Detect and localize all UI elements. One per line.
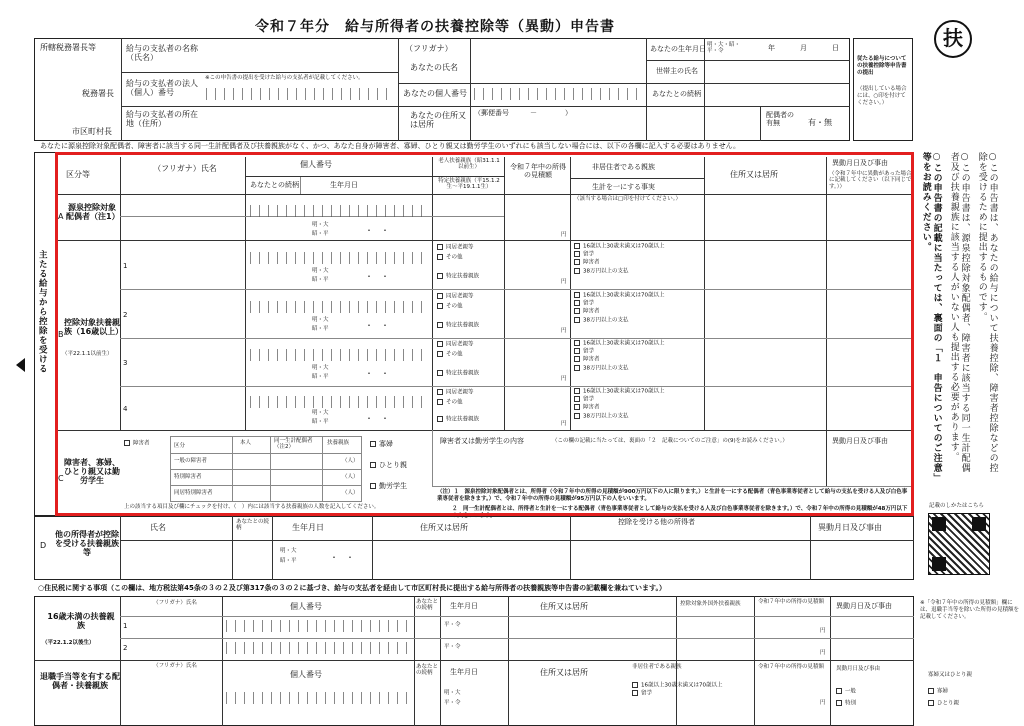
under16-row1-mynumber[interactable]: [226, 620, 410, 632]
payer-address-label: 給与の支払者の所在地（住所）: [126, 110, 198, 129]
qr-label: 記載のしかたはこちら: [929, 503, 985, 509]
c-student[interactable]: 勤労学生: [370, 482, 407, 490]
city-mayor-label: 市区町村長: [72, 127, 112, 136]
retire-nonres-options[interactable]: 16歳以上30歳未満又は70歳以上 留学: [632, 682, 723, 698]
main-left-label: 主たる給与から控除を受ける: [37, 250, 48, 374]
right-note-1: ○この申告書は、あなたの給与について扶養控除、障害者控除などの控除を受けるために提出するものです。: [976, 152, 998, 473]
section-d: [34, 516, 914, 580]
relation-label: あなたとの続柄: [652, 90, 701, 98]
c-general: 一般の障害者: [174, 458, 208, 464]
under16-mynumber: 個人番号: [290, 602, 322, 611]
row-b4-special[interactable]: 特定扶養親族: [437, 416, 479, 423]
row-c-letter: C: [58, 474, 64, 483]
row-b4-number: 4: [123, 405, 128, 413]
under16-birth: 生年月日: [450, 602, 478, 610]
head-of-household-label: 世帯主の氏名: [656, 67, 698, 75]
under16-row1-num: 1: [123, 622, 128, 630]
under16-furigana: （フリガナ）氏名: [153, 600, 197, 606]
your-mynumber-label: あなたの個人番号: [403, 89, 467, 98]
c-change: 異動月日及び事由: [832, 437, 888, 445]
retire-widow[interactable]: 寡婦: [928, 688, 948, 695]
under16-label: 16歳未満の扶養親族: [47, 612, 115, 631]
retire-single[interactable]: ひとり親: [928, 700, 959, 707]
row-b2-nonres[interactable]: 16歳以上30歳未満又は70歳以上 留学 障害者 38万円以上の支払: [574, 292, 665, 325]
row-b2-number: 2: [123, 311, 128, 319]
c-spouse: 同一生計配偶者（注2）: [274, 438, 313, 451]
side-note-title: 従たる給与についての扶養控除等申告書の提出: [857, 56, 907, 77]
retire-income: 令和７年中の所得の見積額: [758, 664, 825, 670]
col-change: 異動月日及び事由: [832, 159, 888, 167]
section-d-birth: 生年月日: [292, 523, 324, 532]
c-kubun: 区分: [174, 443, 186, 449]
retire-nonres: 非居住者である親族: [632, 664, 682, 670]
row-b4-elderly2[interactable]: その他: [437, 399, 463, 406]
your-name-label: あなたの氏名: [410, 63, 458, 72]
tax-office-label: 所轄税務署長等: [40, 43, 96, 52]
right-note-2: ○この申告書は、源泉控除対象配偶者、障害者に該当する同一生計配偶者及び扶養親族に該当する人がいない人も提出する必要があります。: [948, 152, 970, 473]
row-b3-era1: 明・大: [312, 365, 329, 371]
row-b1-elderly2[interactable]: その他: [437, 254, 463, 261]
c-content-note: （この欄の記載に当たっては、裏面の「２ 記載についてのご注意」の(9)をお読みください。）: [552, 438, 788, 444]
c-special: 特別障害者: [174, 474, 202, 480]
note-1: （注）１ 源泉控除対象配偶者とは、所得者（令和７年中の所得の見積額が900万円以下の人に限ります。）と生計を一にする配偶者（青色事業専従者として給与の支払を受ける人及び白色事業専従者を除きます。）で、令和７年中の所得の見積額が95万円以下の人をいいます。: [437, 489, 908, 503]
payer-name-field[interactable]: [205, 40, 395, 70]
col-nonres: 非居住者である親族: [592, 163, 655, 171]
section-d-change: 異動月日及び事由: [818, 523, 882, 532]
tax-office-chief-label: 税務署長: [82, 89, 114, 98]
c-person-3[interactable]: （人）: [342, 490, 359, 496]
under16-income: 令和７年中の所得の見積額: [758, 599, 825, 605]
row-b1-special[interactable]: 特定扶養親族: [437, 273, 479, 280]
section-d-letter: D: [40, 541, 47, 550]
birth-year: 年: [768, 44, 775, 52]
section-d-other: 控除を受ける他の所得者: [618, 518, 695, 526]
under16-address: 住所又は居所: [540, 602, 588, 611]
col-special: 特定扶養親族（平15.1.2生～平19.1.1生）: [438, 178, 500, 191]
retire-mynumber-field[interactable]: [226, 692, 410, 704]
c-single[interactable]: ひとり親: [370, 461, 407, 469]
birth-month: 月: [800, 44, 807, 52]
form-title: 令和７年分 給与所得者の扶養控除等（異動）申告書: [255, 19, 615, 35]
section-d-address: 住所又は居所: [420, 523, 468, 532]
row-b4-era2: 昭・平: [312, 419, 329, 425]
row-b3-elderly1[interactable]: 同居老親等: [437, 341, 474, 348]
retire-special[interactable]: 特別: [836, 700, 856, 707]
retire-furigana: （フリガナ）氏名: [153, 663, 197, 669]
under16-exempt: 控除対象外国外扶養親族: [680, 601, 741, 607]
row-a-era2: 昭・平: [312, 231, 329, 237]
row-a-letter: A: [58, 212, 64, 221]
under16-row2-num: 2: [123, 644, 128, 652]
c-widow[interactable]: 寡婦: [370, 440, 393, 448]
payer-number-note: ※この申告書の提出を受けた給与の支払者が記載してください。: [205, 75, 364, 81]
col-kubun: 区分等: [66, 170, 90, 179]
under16-sub: （平22.1.2以後生）: [42, 640, 95, 646]
row-a-label: 源泉控除対象配偶者（注1）: [66, 203, 120, 222]
row-b-label: 控除対象扶養親族（16歳以上）: [64, 318, 124, 337]
row-b2-era2: 昭・平: [312, 326, 329, 332]
retire-birth: 生年月日: [450, 668, 478, 676]
col-birth: 生年月日: [330, 181, 358, 189]
c-dependent: 扶養親族: [327, 440, 350, 446]
your-name-field[interactable]: [472, 40, 644, 81]
col-livelihood: 生計を一にする事実: [592, 183, 655, 191]
section-d-era2: 昭・平: [280, 558, 297, 564]
under16-change: 異動月日及び事由: [836, 602, 892, 610]
payer-number-field[interactable]: [206, 88, 394, 100]
row-a-yen: 円: [561, 232, 567, 238]
birth-day: 日: [832, 44, 839, 52]
row-b3-special[interactable]: 特定扶養親族: [437, 370, 479, 377]
section-d-name: 氏名: [150, 523, 166, 532]
c-self: 本人: [240, 440, 252, 446]
c-cohab: 同居特別障害者: [174, 490, 213, 496]
fu-mark: 扶: [934, 20, 972, 58]
row-b3-era2: 昭・平: [312, 374, 329, 380]
retire-change: 異動月日及び事由: [836, 666, 881, 672]
row-b2-elderly1[interactable]: 同居老親等: [437, 293, 474, 300]
relation-field[interactable]: [706, 85, 848, 105]
section-d-label: 他の所得者が控除を受ける扶養親族等: [55, 530, 119, 558]
retire-widow-single: 寡婦又はひとり親: [928, 672, 973, 678]
section-d-dots: ・ ・: [330, 553, 354, 562]
row-b1-era2: 昭・平: [312, 277, 329, 283]
under16-row1-yen: 円: [820, 628, 826, 634]
spouse-label: 配偶者の有無: [766, 111, 794, 128]
row-b4-elderly1[interactable]: 同居老親等: [437, 389, 474, 396]
retire-mynumber: 個人番号: [290, 670, 322, 679]
retire-label: 退職手当等を有する配偶者・扶養親族: [40, 672, 120, 691]
section-d-era1: 明・大: [280, 548, 297, 554]
birth-era[interactable]: 明・大・昭・平・令: [707, 42, 741, 55]
highlight-frame: [55, 152, 914, 516]
c-person-1[interactable]: （人）: [342, 458, 359, 464]
c-content: 障害者又は勤労学生の内容: [440, 437, 524, 445]
row-b4-era1: 明・大: [312, 410, 329, 416]
resident-tax-line: ○住民税に関する事項（この欄は、地方税法第45条の３の２及び第317条の３の２に基づき、給与の支払者を経由して市区町村長に提出する給与所得者の扶養親族等申告書の記載欄を兼ねています。）: [38, 584, 666, 592]
col-nonres-note: （該当する場合は□印を付けてください。）: [574, 196, 681, 202]
head-of-household-field[interactable]: [706, 62, 848, 82]
row-b3-yen: 円: [561, 376, 567, 382]
retire-yen: 円: [820, 700, 826, 706]
under16-side-note: ※「令和７年中の所得の見積額」欄には、退職手当等を除いた所得の見積額を記載してください。: [920, 600, 1020, 621]
row-b4-dots: ・ ・: [365, 414, 389, 423]
row-b2-elderly2[interactable]: その他: [437, 303, 463, 310]
retire-address: 住所又は居所: [540, 668, 588, 677]
c-person-2[interactable]: （人）: [342, 474, 359, 480]
row-b1-nonres[interactable]: 16歳以上30歳未満又は70歳以上 留学 障害者 38万円以上の支払: [574, 243, 665, 276]
row-b1-yen: 円: [561, 279, 567, 285]
your-mynumber-field[interactable]: [474, 88, 642, 100]
row-b-letter: B: [58, 330, 64, 339]
row-c-label: 障害者、寡婦、ひとり親又は勤労学生: [64, 458, 120, 486]
arrow-left-icon: [16, 358, 25, 372]
row-b1-elderly1[interactable]: 同居老親等: [437, 244, 474, 251]
row-b2-era1: 明・大: [312, 317, 329, 323]
retire-era1: 明・大: [444, 690, 461, 696]
col-elderly: 老人扶養親族（昭31.1.1以前生）: [438, 158, 500, 171]
payer-number-label: 給与の支払者の法人（個人）番号: [126, 79, 198, 98]
col-address: 住所又は居所: [730, 170, 778, 179]
c-disabled[interactable]: 障害者: [124, 440, 150, 447]
row-a-dots: ・ ・: [365, 226, 389, 235]
your-address-label: あなたの住所又は居所: [410, 111, 466, 130]
row-b2-yen: 円: [561, 328, 567, 334]
row-b1-number: 1: [123, 262, 128, 270]
qr-code[interactable]: [928, 513, 990, 575]
note-2: ２ 同一生計配偶者とは、所得者と生計を一にする配偶者（青色事業専従者として給与の支払を受ける人及び白色事業専従者を除きます。）で、令和７年中の所得の見積額が48万円以下の人をいいます。: [452, 506, 908, 520]
row-b1-era1: 明・大: [312, 268, 329, 274]
postal-code[interactable]: （郵便番号 － ）: [474, 109, 572, 117]
row-b3-nonres[interactable]: 16歳以上30歳未満又は70歳以上 留学 障害者 38万円以上の支払: [574, 340, 665, 373]
c-bottom-note: 上の該当する項目及び欄にチェックを付け、（ ）内には該当する扶養親族の人数を記入してください。: [124, 504, 380, 510]
col-change-note: （令和７年中に異動があった場合に記載してください（以下同じです。））: [829, 171, 912, 190]
section-d-relation: あなたとの続柄: [236, 519, 270, 532]
col-name: （フリガナ）氏名: [153, 164, 217, 173]
side-note-body: （提出している場合には、○印を付けてください。）: [857, 86, 907, 107]
col-mynumber: 個人番号: [300, 160, 332, 169]
retire-relation: あなたとの続柄: [416, 664, 439, 677]
under16-row2-yen: 円: [820, 650, 826, 656]
row-b2-dots: ・ ・: [365, 321, 389, 330]
intro-line: あなたに源泉控除対象配偶者、障害者に該当する同一生計配偶者及び扶養親族がなく、かつ、あなた自身が障害者、寡婦、ひとり親又は勤労学生のいずれにも該当しない場合には、以下の各欄に記入する必要はありません。: [40, 142, 740, 150]
col-relation: あなたとの続柄: [250, 181, 299, 189]
row-b1-dots: ・ ・: [365, 272, 389, 281]
row-b3-dots: ・ ・: [365, 369, 389, 378]
row-b3-number: 3: [123, 359, 128, 367]
retire-era2: 平・令: [444, 700, 461, 706]
payer-address-field[interactable]: [205, 108, 395, 138]
row-b-sub: （平22.1.1以前生）: [62, 351, 113, 357]
retire-general[interactable]: 一般: [836, 688, 856, 695]
under16-row2-era: 平・令: [444, 644, 461, 650]
furigana-label: （フリガナ）: [405, 44, 453, 53]
row-b4-nonres[interactable]: 16歳以上30歳未満又は70歳以上 留学 障害者 38万円以上の支払: [574, 388, 665, 421]
under16-row1-era: 平・令: [444, 622, 461, 628]
birth-label: あなたの生年月日: [650, 45, 706, 53]
row-b2-special[interactable]: 特定扶養親族: [437, 322, 479, 329]
col-income: 令和７年中の所得の見積額: [510, 163, 566, 180]
under16-relation: あなたとの続柄: [416, 599, 439, 612]
row-b3-elderly2[interactable]: その他: [437, 351, 463, 358]
spouse-choice[interactable]: 有・無: [808, 118, 832, 127]
under16-row2-mynumber[interactable]: [226, 642, 410, 654]
right-note-3: ○この申告書の記載に当たっては、裏面の「１ 申告についてのご注意」等をお読みください。: [920, 152, 942, 483]
row-a-era1: 明・大: [312, 222, 329, 228]
payer-name-label: 給与の支払者の名称（氏名）: [126, 44, 198, 63]
row-b4-yen: 円: [561, 421, 567, 427]
